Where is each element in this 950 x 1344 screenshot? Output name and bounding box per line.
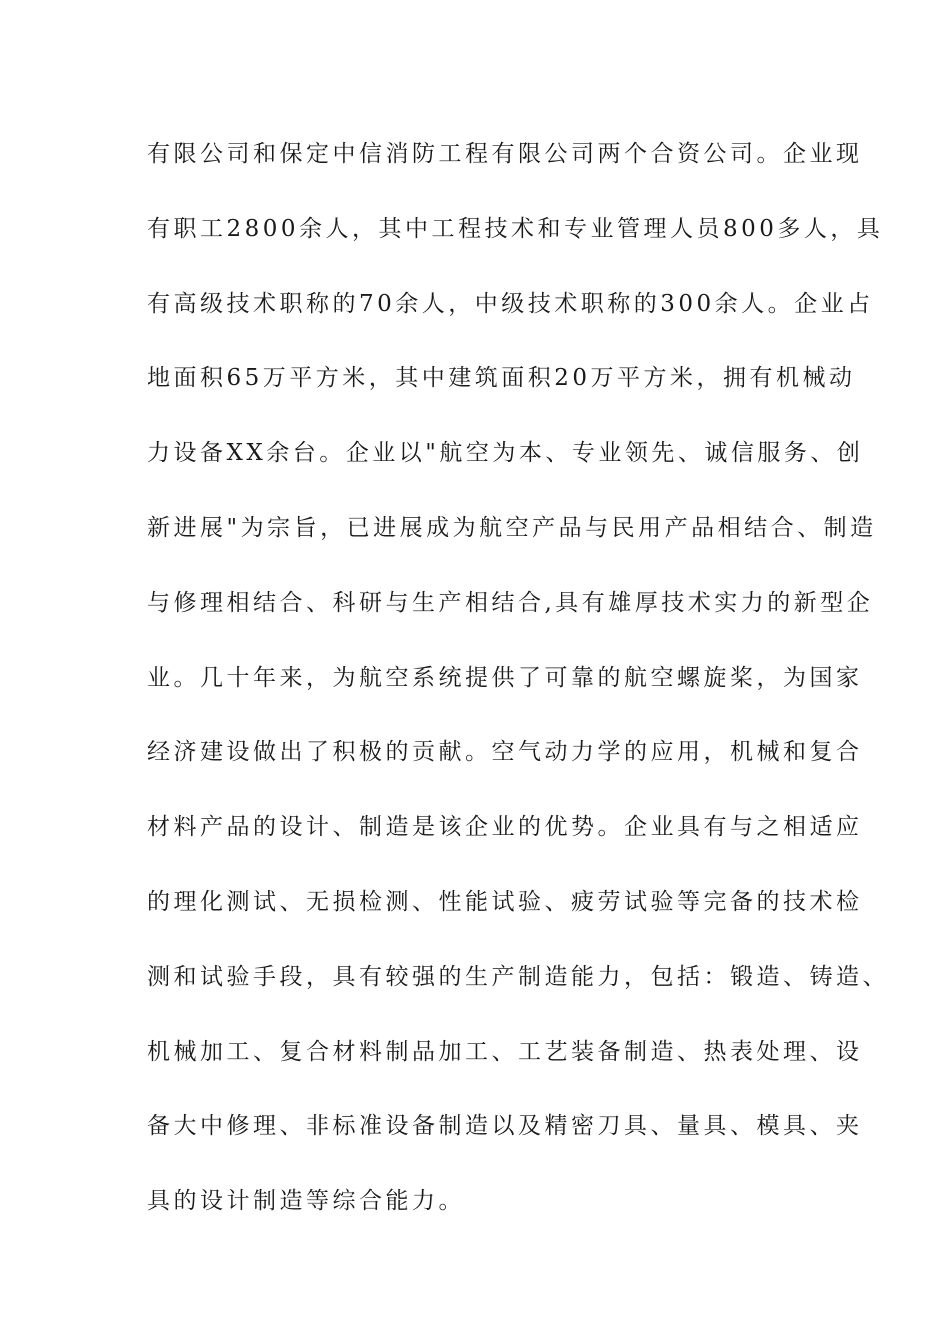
text-line: 新进展"为宗旨，已进展成为航空产品与民用产品相结合、制造 [147, 514, 877, 541]
text-line: 具的设计制造等综合能力。 [147, 1188, 465, 1215]
text-line: 力设备XX余台。企业以"航空为本、专业领先、诚信服务、创 [147, 440, 864, 467]
text-line: 业。几十年来，为航空系统提供了可靠的航空螺旋桨，为国家 [147, 664, 863, 691]
text-line: 测和试验手段，具有较强的生产制造能力，包括：锻造、铸造、 [147, 963, 889, 990]
text-line: 经济建设做出了积极的贡献。空气动力学的应用，机械和复合 [147, 739, 863, 766]
text-line: 地面积65万平方米，其中建筑面积20万平方米，拥有机械动 [147, 365, 856, 392]
text-line: 有高级技术职称的70余人，中级技术职称的300余人。企业占 [147, 290, 874, 317]
text-line: 与修理相结合、科研与生产相结合,具有雄厚技术实力的新型企 [147, 589, 874, 616]
body-paragraph [147, 134, 889, 1256]
text-line: 机械加工、复合材料制品加工、工艺装备制造、热表处理、设 [147, 1038, 863, 1065]
text-line: 的理化测试、无损检测、性能试验、疲劳试验等完备的技术检 [147, 888, 863, 915]
text-line: 有限公司和保定中信消防工程有限公司两个合资公司。企业现 [147, 141, 863, 167]
text-line: 材料产品的设计、制造是该企业的优势。企业具有与之相适应 [147, 814, 863, 841]
text-line: 有职工2800余人，其中工程技术和专业管理人员800多人，具 [147, 215, 884, 242]
text-line: 备大中修理、非标准设备制造以及精密刀具、量具、模具、夹 [147, 1113, 863, 1140]
